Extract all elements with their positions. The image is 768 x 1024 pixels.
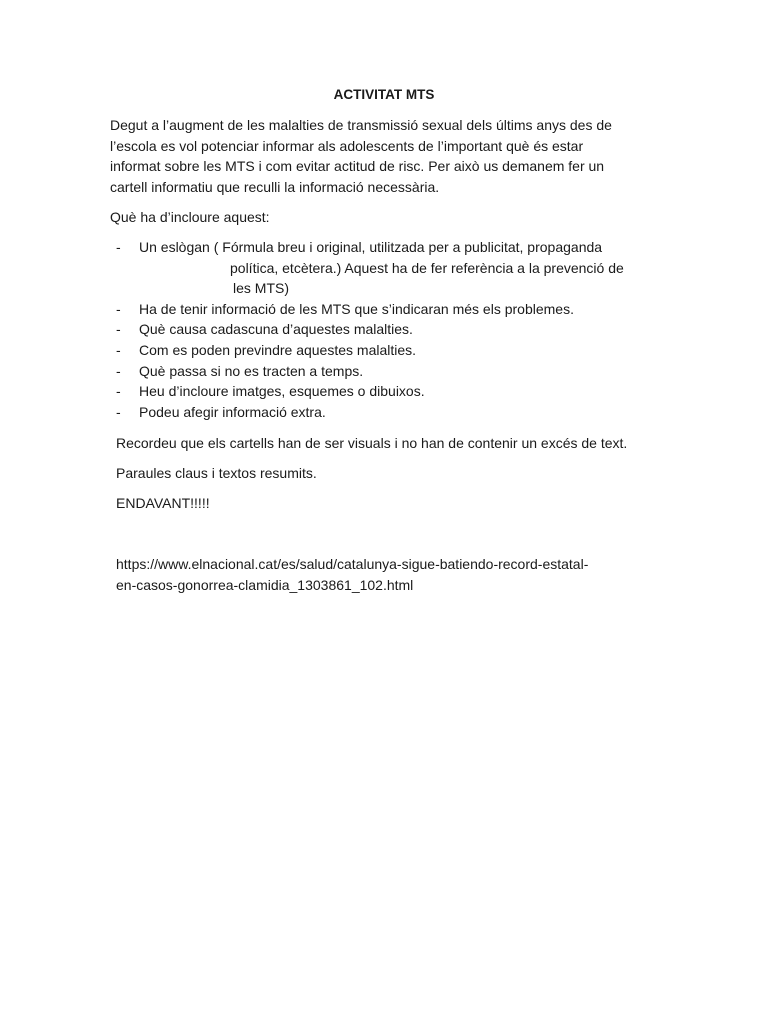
list-item — [116, 299, 676, 320]
bullet-dash: - — [116, 341, 121, 358]
slogan-line: política, etcètera.) Aquest ha de fer referència a la prevenció de — [230, 259, 624, 276]
list-item — [116, 319, 676, 340]
closing-text: ENDAVANT!!!!! — [116, 495, 210, 511]
list-item-text: Com es poden previndre aquestes malalties. — [139, 341, 417, 358]
reference-link-line[interactable]: https://www.elnacional.cat/es/salud/catalunya-sigue-batiendo-record-estatal- — [116, 556, 589, 572]
question-heading: Què ha d’incloure aquest: — [110, 209, 270, 225]
list-item — [116, 402, 676, 423]
reference-link-line[interactable]: en-casos-gonorrea-clamidia_1303861_102.html — [116, 577, 414, 593]
bullet-dash: - — [116, 321, 121, 338]
list-item — [116, 361, 676, 382]
list-item-text: Podeu afegir informació extra. — [139, 403, 326, 420]
reminder-text: Recordeu que els cartells han de ser visuals i no han de contenir un excés de text. — [116, 435, 628, 451]
intro-line: Degut a l’augment de les malalties de transmissió sexual dels últims anys des de — [110, 117, 612, 133]
intro-line: l’escola es vol potenciar informar als adolescents de l’important què és estar — [110, 137, 584, 154]
intro-line: informat sobre les MTS i com evitar actitud de risc. Per això us demanem fer un — [110, 158, 605, 174]
bullet-dash: - — [116, 300, 121, 317]
bullet-dash: - — [116, 362, 121, 379]
list-item-slogan — [116, 237, 676, 299]
list-item-text: Què passa si no es tracten a temps. — [139, 362, 364, 379]
intro-line: cartell informatiu que reculli la informació necessària. — [110, 178, 440, 195]
keywords-note: Paraules claus i textos resumits. — [116, 465, 317, 481]
list-item — [116, 340, 676, 361]
bullet-dash: - — [116, 239, 121, 255]
document-title: ACTIVITAT MTS — [333, 87, 435, 102]
requirements-list — [116, 237, 676, 422]
list-item-text: Què causa cadascuna d’aquestes malalties. — [139, 321, 413, 338]
reference-link[interactable] — [116, 554, 676, 596]
bullet-dash: - — [116, 383, 121, 400]
list-item — [116, 381, 676, 402]
list-item-text: Heu d’incloure imatges, esquemes o dibuixos. — [139, 383, 425, 400]
bullet-dash: - — [116, 403, 121, 420]
intro-paragraph — [110, 115, 670, 197]
slogan-line: les MTS) — [233, 280, 289, 297]
list-item-text: Ha de tenir informació de les MTS que s’indicaran més els problemes. — [139, 300, 574, 317]
slogan-line: Un eslògan ( Fórmula breu i original, utilitzada per a publicitat, propaganda — [139, 239, 603, 255]
